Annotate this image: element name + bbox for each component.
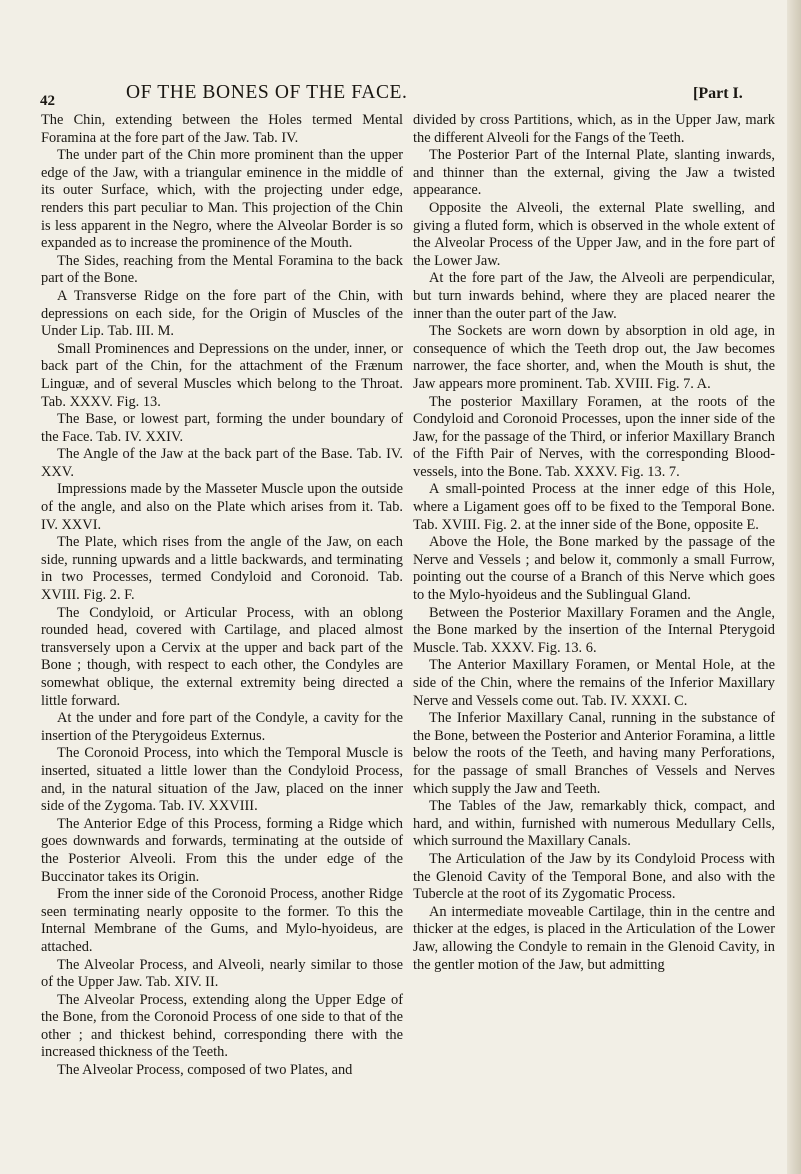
page-number: 42 <box>40 93 55 109</box>
paragraph: The Anterior Edge of this Process, forming a Ridge which goes downwards and forwards, terminating at the outside of the Posterior Alveoli. From this the under edge of the Buccinator takes its Origin. <box>41 815 403 885</box>
paragraph: The posterior Maxillary Foramen, at the roots of the Condyloid and Coronoid Processes, upon the inner side of the Jaw, for the passage of the Third, or inferior Maxillary Branch of the Fifth Pair of Nerves, with the corresponding Blood-vessels, into the Bone. Tab. XXXV. Fig. 13. 7. <box>413 393 775 480</box>
paragraph: The Alveolar Process, and Alveoli, nearly similar to those of the Upper Jaw. Tab. XIV. II. <box>41 956 403 991</box>
paragraph: The Posterior Part of the Internal Plate, slanting inwards, and thinner than the external, giving the Jaw a twisted appearance. <box>413 147 775 199</box>
paragraph: The Chin, extending between the Holes termed Mental Foramina at the fore part of the Jaw. Tab. IV. <box>41 112 403 146</box>
paragraph: A small-pointed Process at the inner edge of this Hole, where a Ligament goes off to be fixed to the Temporal Bone. Tab. XVIII. Fig. 2. at the inner side of the Bone, opposite E. <box>413 481 775 533</box>
paragraph: The Sockets are worn down by absorption in old age, in consequence of which the Teeth drop out, the Jaw becomes narrower, the face shorter, and, when the Mouth is shut, the Jaw appears more prominent. Tab. XVIII. Fig. 7. A. <box>413 323 775 392</box>
paragraph: An intermediate moveable Cartilage, thin in the centre and thicker at the edges, is placed in the Articulation of the Lower Jaw, allowing the Condyle to remain in the Glenoid Cavity, in the gentler motion of the Jaw, but admitting <box>413 903 775 973</box>
paragraph: The Articulation of the Jaw by its Condyloid Process with the Glenoid Cavity of the Temporal Bone, and also with the Tubercle at the root of its Zygomatic Process. <box>413 850 775 903</box>
right-column <box>413 112 775 974</box>
paragraph: The under part of the Chin more prominent than the upper edge of the Jaw, with a triangular eminence in the middle of its outer Surface, which, with the projecting under edge, renders this part peculiar to Man. This projection of the Chin is less apparent in the Negro, where the Alveolar Border is so expanded as to increase the prominence of the Mouth. <box>41 147 403 252</box>
page-edge <box>787 0 801 1174</box>
left-column <box>41 112 403 1080</box>
paragraph: The Base, or lowest part, forming the under boundary of the Face. Tab. IV. XXIV. <box>41 411 403 445</box>
paragraph: The Sides, reaching from the Mental Foramina to the back part of the Bone. <box>41 252 403 287</box>
paragraph: Above the Hole, the Bone marked by the passage of the Nerve and Vessels ; and below it, commonly a small Furrow, pointing out the course of a Branch of this Nerve which goes to the Mylo-hyoideus and the Sublingual Gland. <box>413 534 775 604</box>
paragraph: A Transverse Ridge on the fore part of the Chin, with depressions on each side, for the Origin of Muscles of the Under Lip. Tab. III. M. <box>41 287 403 340</box>
part-label: [Part I. <box>693 85 743 102</box>
paragraph: The Anterior Maxillary Foramen, or Mental Hole, at the side of the Chin, where the remains of the Inferior Maxillary Nerve and Vessels come out. Tab. IV. XXXI. C. <box>413 657 775 709</box>
paragraph: Impressions made by the Masseter Muscle upon the outside of the angle, and also on the Plate which arises from it. Tab. IV. XXVI. <box>41 481 403 533</box>
running-title: OF THE BONES OF THE FACE. <box>126 82 408 103</box>
paragraph: At the fore part of the Jaw, the Alveoli are perpendicular, but turn inwards behind, where they are placed nearer the inner than the outer part of the Jaw. <box>413 270 775 322</box>
paragraph: The Plate, which rises from the angle of the Jaw, on each side, running upwards and a little backwards, and terminating in two Processes, termed Condyloid and Coronoid. Tab. XVIII. Fig. 2. F. <box>41 534 403 604</box>
paragraph: Small Prominences and Depressions on the under, inner, or back part of the Chin, for the attachment of the Frænum Linguæ, and of several Muscles which belong to the Throat. Tab. XXXV. Fig. 13. <box>41 340 403 410</box>
paragraph: The Alveolar Process, composed of two Plates, and <box>57 1062 353 1079</box>
paragraph: At the under and fore part of the Condyle, a cavity for the insertion of the Pterygoideus Externus. <box>41 710 403 744</box>
paragraph: The Inferior Maxillary Canal, running in the substance of the Bone, between the Posterior and Anterior Foramina, a little below the roots of the Teeth, and having many Perforations, for the passage of small Branches of Vessels and Nerves which supply the Jaw and Teeth. <box>413 710 775 797</box>
paragraph: Opposite the Alveoli, the external Plate swelling, and giving a fluted form, which is observed in the whole extent of the Alveolar Process of the Upper Jaw, and in the fore part of the Lower Jaw. <box>413 199 775 269</box>
paragraph: The Alveolar Process, extending along the Upper Edge of the Bone, from the Coronoid Process of one side to that of the other ; and thickest behind, corresponding there with the increased thickness of the Teeth. <box>41 991 403 1061</box>
paragraph: The Angle of the Jaw at the back part of the Base. Tab. IV. XXV. <box>41 446 403 480</box>
paragraph: The Tables of the Jaw, remarkably thick, compact, and hard, and within, furnished with numerous Medullary Cells, which surround the Maxillary Canals. <box>413 798 775 850</box>
paragraph: The Coronoid Process, into which the Temporal Muscle is inserted, situated a little lower than the Condyloid Process, and, in the natural situation of the Jaw, placed on the inner side of the Zygoma. Tab. IV. XXVIII. <box>41 745 403 815</box>
paragraph: Between the Posterior Maxillary Foramen and the Angle, the Bone marked by the insertion of the Internal Pterygoid Muscle. Tab. XXXV. Fig. 13. 6. <box>413 604 775 656</box>
paragraph: The Condyloid, or Articular Process, with an oblong rounded head, covered with Cartilage, and placed almost transversely upon a Cervix at the upper and back part of the Bone ; though, with respect to each other, the Condyles are somewhat oblique, the external extremity being directed a little forward. <box>41 604 403 709</box>
paragraph: From the inner side of the Coronoid Process, another Ridge seen terminating nearly opposite to the former. To this the Internal Membrane of the Gums, and Mylo-hyoideus, are attached. <box>41 886 403 955</box>
paragraph: divided by cross Partitions, which, as in the Upper Jaw, mark the different Alveoli for the Fangs of the Teeth. <box>413 112 775 146</box>
